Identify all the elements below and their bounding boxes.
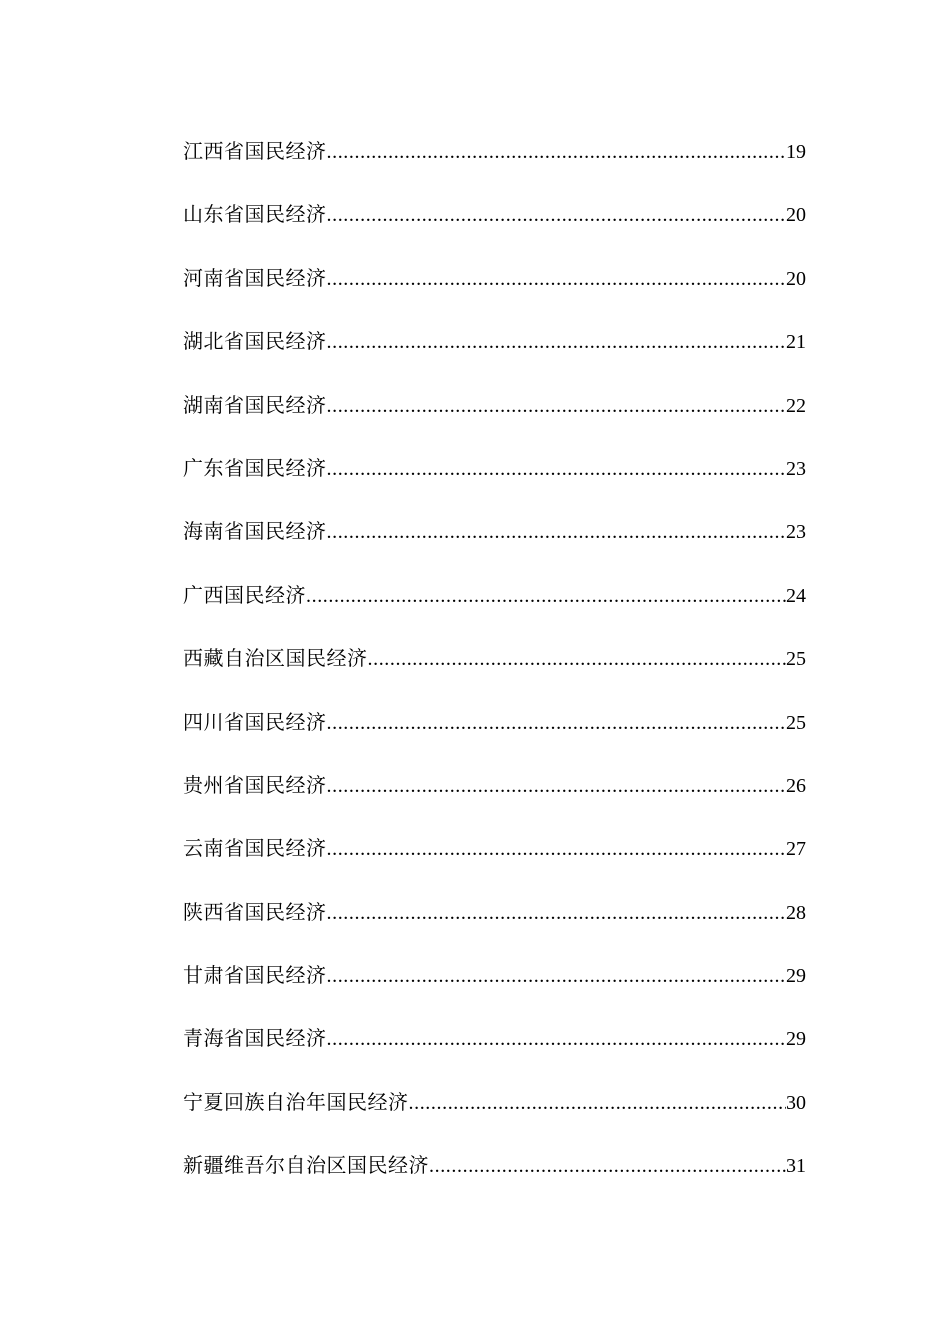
toc-dot-leader [327, 514, 787, 550]
toc-page-number: 29 [786, 1028, 806, 1051]
toc-dot-leader [327, 324, 787, 360]
toc-page-number: 23 [786, 521, 806, 544]
toc-dot-leader [327, 768, 787, 804]
toc-entry-title: 青海省国民经济 [183, 1026, 327, 1051]
toc-entry-title: 陕西省国民经济 [183, 899, 327, 924]
toc-entry-title: 河南省国民经济 [183, 265, 327, 290]
toc-dot-leader [429, 1148, 786, 1184]
toc-dot-leader [327, 895, 787, 931]
table-of-contents [183, 133, 806, 1211]
toc-dot-leader [327, 1021, 787, 1057]
toc-entry[interactable] [183, 704, 806, 767]
toc-entry[interactable] [183, 323, 806, 386]
toc-entry-title: 西藏自治区国民经济 [183, 646, 368, 671]
toc-entry[interactable] [183, 1020, 806, 1083]
toc-dot-leader [409, 1085, 787, 1121]
toc-entry[interactable] [183, 450, 806, 513]
toc-dot-leader [327, 451, 787, 487]
toc-entry-title: 海南省国民经济 [183, 519, 327, 544]
toc-page-number: 26 [786, 774, 806, 797]
toc-page-number: 19 [786, 141, 806, 163]
toc-dot-leader [327, 705, 787, 741]
toc-dot-leader [327, 134, 787, 170]
toc-entry-title: 湖南省国民经济 [183, 392, 327, 417]
toc-entry-title: 江西省国民经济 [183, 139, 327, 163]
toc-entry[interactable] [183, 577, 806, 640]
toc-page-number: 20 [786, 267, 806, 290]
toc-entry-title: 宁夏回族自治年国民经济 [183, 1089, 409, 1114]
toc-entry[interactable] [183, 1084, 806, 1147]
toc-page-number: 21 [786, 331, 806, 354]
toc-entry[interactable] [183, 196, 806, 259]
toc-page-number: 20 [786, 204, 806, 227]
toc-dot-leader [327, 831, 787, 867]
toc-entry-title: 甘肃省国民经济 [183, 963, 327, 988]
toc-entry[interactable] [183, 767, 806, 830]
toc-entry[interactable] [183, 830, 806, 893]
toc-dot-leader [327, 958, 787, 994]
toc-page-number: 24 [786, 584, 806, 607]
toc-entry-title: 湖北省国民经济 [183, 329, 327, 354]
toc-page-number: 27 [786, 838, 806, 861]
toc-entry[interactable] [183, 640, 806, 703]
toc-entry-title: 四川省国民经济 [183, 709, 327, 734]
toc-dot-leader [368, 641, 787, 677]
toc-page-number: 25 [786, 711, 806, 734]
toc-page-number: 22 [786, 394, 806, 417]
toc-entry-title: 云南省国民经济 [183, 836, 327, 861]
toc-entry[interactable] [183, 387, 806, 450]
toc-page-number: 23 [786, 457, 806, 480]
toc-entry-title: 新疆维吾尔自治区国民经济 [183, 1153, 429, 1178]
toc-dot-leader [327, 388, 787, 424]
toc-entry-title: 贵州省国民经济 [183, 772, 327, 797]
toc-entry-title: 山东省国民经济 [183, 202, 327, 227]
toc-page-number: 29 [786, 965, 806, 988]
toc-page-number: 30 [786, 1091, 806, 1114]
toc-entry[interactable] [183, 1147, 806, 1210]
toc-entry-title: 广东省国民经济 [183, 455, 327, 480]
toc-page-number: 31 [786, 1155, 806, 1178]
toc-entry[interactable] [183, 957, 806, 1020]
toc-page-number: 25 [786, 648, 806, 671]
toc-page-number: 28 [786, 901, 806, 924]
toc-entry[interactable] [183, 894, 806, 957]
toc-entry[interactable] [183, 133, 806, 196]
toc-entry-title: 广西国民经济 [183, 582, 306, 607]
toc-dot-leader [327, 261, 787, 297]
toc-dot-leader [306, 578, 786, 614]
toc-entry[interactable] [183, 513, 806, 576]
toc-dot-leader [327, 197, 787, 233]
toc-entry[interactable] [183, 260, 806, 323]
